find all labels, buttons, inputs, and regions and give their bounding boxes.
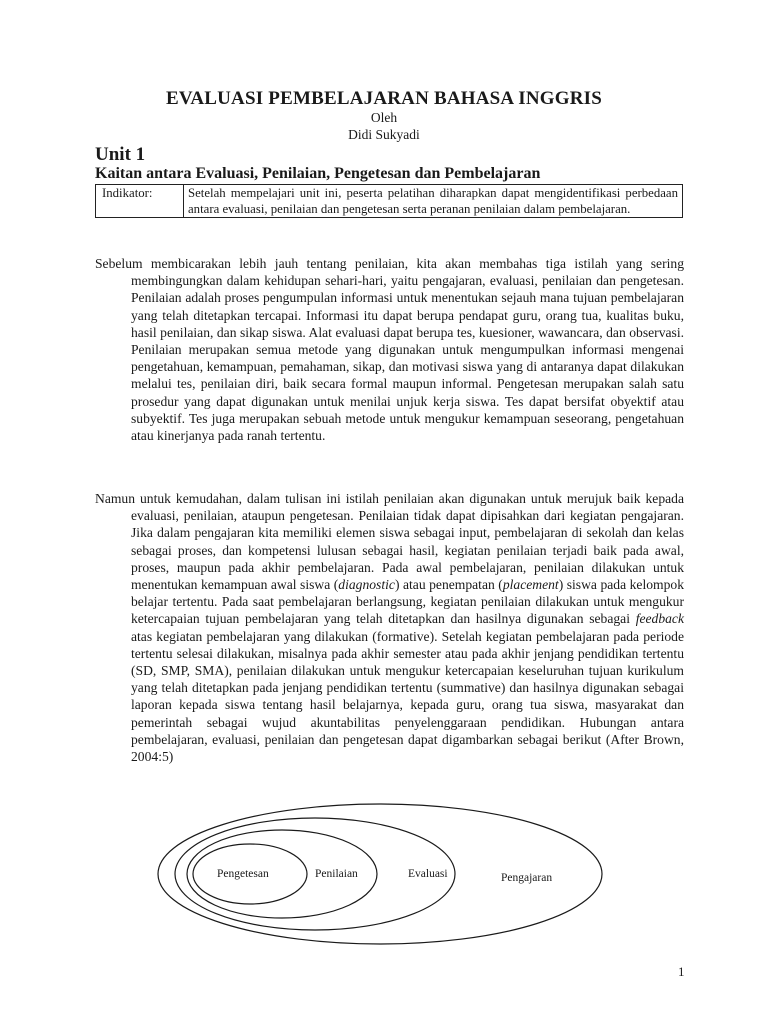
text-run: atas kegiatan pembelajaran yang dilakukan (formative). Setelah kegiatan pembelajaran pada periode tertentu selesai dilakukan, misalnya pada akhir semester atau pada akhir jenjang pendidikan tertentu (SD, SMP, SMA), penilaian dilakukan untuk mengukur ketercapaian keseluruhan tujuan kurikulum yang telah ditetapkan pada jenjang pendidikan tertentu (summative) dan hasilnya digunakan sebagai laporan kepada siswa tentang hasil belajarnya, kepada guru, orang tua siswa, masyarakat dan pemerintah sebagai wujud akuntabilitas penyelenggaraan pendidikan. Hubungan antara pembelajaran, evaluasi, penilaian dan pengetesan dapat digambarkan sebagai berikut (After Brown, 2004:5) [131,628,684,765]
nested-ellipse-diagram [150,800,610,970]
text-run: Namun untuk kemudahan, dalam tulisan ini istilah penilaian akan digunakan untuk merujuk baik kepada evaluasi, penilaian, ataupun pengetesan. Penilaian tidak dapat dipisahkan dari kegiatan pengajaran. Jika dalam pengajaran kita memiliki elemen siswa sebagai input, pembelajaran di sekolah dan kelas sebagai proses, dan kompetensi lulusan sebagai hasil, kegiatan penilaian terjadi baik pada awal, proses, maupun pada akhir pembelajaran. Pada awal pembelajaran, penilaian dilakukan untuk menentukan kemampuan awal siswa ( [95,491,684,593]
body-paragraph-2 [95,490,684,765]
label-evaluasi: Evaluasi [408,868,448,880]
body-paragraph-1 [95,255,684,444]
text-run: ) siswa pada kelompok belajar tertentu. Pada saat pembelajaran berlangsung, kegiatan penilaian dilakukan untuk mengukur ketercapaian tujuan pembelajaran yang telah ditetapkan dan hasilnya digunakan sebagai [131,577,684,627]
label-pengetesan: Pengetesan [217,868,269,880]
italic-term: placement [502,577,559,593]
unit-subtitle: Kaitan antara Evaluasi, Penilaian, Pengetesan dan Pembelajaran [95,165,541,182]
page-number: 1 [678,964,685,979]
unit-heading: Unit 1 [95,144,146,165]
indikator-text: Setelah mempelajari unit ini, peserta pelatihan diharapkan dapat mengidentifikasi perbedaan antara evaluasi, penilaian dan pengetesan serta peranan penilaian dalam pembelajaran. [184,185,683,218]
indikator-label: Indikator: [96,185,184,218]
byline-oleh: Oleh [370,110,398,125]
italic-term: diagnostic [338,577,395,593]
text-run: ) atau penempatan ( [394,577,503,593]
document-title: EVALUASI PEMBELAJARAN BAHASA INGGRIS [165,88,603,109]
label-penilaian: Penilaian [315,868,358,880]
author-name: Didi Sukyadi [348,127,420,142]
text-run: Sebelum membicarakan lebih jauh tentang penilaian, kita akan membahas tiga istilah yang sering membingungkan dalam kehidupan sehari-hari, yaitu pengajaran, evaluasi, penilaian dan pengetesan. Penilaian adalah proses pengumpulan informasi untuk menentukan sejauh mana tujuan pembelajaran yang telah ditetapkan tercapai. Informasi itu dapat berupa pendapat guru, orang tua, kualitas buku, hasil penilaian, dan sikap siswa. Alat evaluasi dapat berupa tes, kuesioner, wawancara, dan observasi. Penilaian merupakan semua metode yang digunakan untuk mengumpulkan informasi mengenai pengetahuan, kemampuan, pemahaman, sikap, dan motivasi siswa yang di antaranya dapat dilakukan melalui tes, penilaian diri, baik secara formal maupun informal. Pengetesan merupakan salah satu prosedur yang dapat digunakan untuk menilai unjuk kerja siswa. Tes dapat bersifat obyektif atau subyektif. Tes juga merupakan sebuah metode untuk mengukur kemampuan seseorang, pengetahuan atau kinerjanya pada ranah tertentu. [95,256,684,444]
italic-term: feedback [635,611,684,627]
indikator-row [96,185,683,218]
indikator-table [95,184,683,218]
label-pengajaran: Pengajaran [501,872,553,884]
